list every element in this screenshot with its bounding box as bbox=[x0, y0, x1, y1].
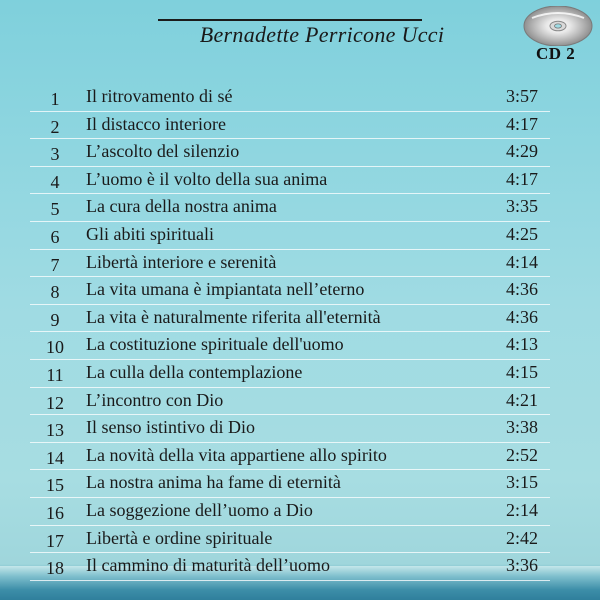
track-row bbox=[30, 415, 550, 443]
track-duration: 4:17 bbox=[505, 113, 538, 134]
track-row bbox=[30, 112, 550, 140]
header-rule bbox=[158, 19, 422, 21]
track-row bbox=[30, 360, 550, 388]
track-number: 18 bbox=[46, 558, 64, 579]
track-title: La culla della contemplazione bbox=[86, 361, 303, 382]
track-row bbox=[30, 443, 550, 471]
track-duration: 3:15 bbox=[505, 472, 538, 493]
track-duration: 4:21 bbox=[505, 389, 538, 410]
track-duration: 3:36 bbox=[505, 555, 538, 576]
track-duration: 4:17 bbox=[505, 168, 538, 189]
track-row bbox=[30, 470, 550, 498]
track-row bbox=[30, 277, 550, 305]
track-row bbox=[30, 498, 550, 526]
track-number: 15 bbox=[46, 475, 64, 496]
track-row bbox=[30, 332, 550, 360]
track-title: L’ascolto del silenzio bbox=[86, 141, 240, 162]
track-number: 2 bbox=[50, 116, 60, 137]
track-duration: 3:57 bbox=[505, 86, 538, 106]
track-number: 9 bbox=[50, 309, 60, 330]
track-duration: 4:36 bbox=[505, 306, 538, 327]
track-duration: 4:14 bbox=[505, 251, 538, 272]
track-number: 12 bbox=[46, 392, 64, 413]
track-title: La nostra anima ha fame di eternità bbox=[86, 472, 341, 493]
track-row bbox=[30, 139, 550, 167]
track-row bbox=[30, 222, 550, 250]
track-number: 14 bbox=[46, 447, 64, 468]
track-row bbox=[30, 526, 550, 554]
track-number: 6 bbox=[50, 226, 60, 247]
track-number: 11 bbox=[46, 364, 64, 385]
track-duration: 2:52 bbox=[505, 444, 538, 465]
track-number: 7 bbox=[50, 254, 60, 275]
track-number: 3 bbox=[50, 144, 60, 165]
track-duration: 4:36 bbox=[505, 279, 538, 300]
track-row bbox=[30, 305, 550, 333]
track-title: La costituzione spirituale dell'uomo bbox=[86, 334, 344, 355]
track-title: La cura della nostra anima bbox=[86, 196, 277, 217]
track-title: Libertà interiore e serenità bbox=[86, 251, 277, 272]
track-title: Il ritrovamento di sé bbox=[86, 86, 233, 106]
track-number: 8 bbox=[50, 282, 60, 303]
track-duration: 3:35 bbox=[505, 196, 538, 217]
track-title: La soggezione dell’uomo a Dio bbox=[86, 499, 313, 520]
track-number: 1 bbox=[50, 89, 60, 109]
track-title: L’uomo è il volto della sua anima bbox=[86, 168, 328, 189]
track-title: La vita è naturalmente riferita all'eternità bbox=[86, 306, 381, 327]
track-number: 4 bbox=[50, 171, 60, 192]
track-number: 10 bbox=[46, 337, 64, 358]
disc-label: CD 2 bbox=[536, 44, 576, 63]
track-duration: 4:29 bbox=[505, 141, 538, 162]
track-number: 5 bbox=[50, 199, 60, 220]
track-title: La vita umana è impiantata nell’eterno bbox=[86, 279, 365, 300]
track-duration: 4:25 bbox=[505, 223, 538, 244]
track-number: 13 bbox=[46, 420, 64, 441]
track-duration: 2:14 bbox=[505, 499, 538, 520]
track-row bbox=[30, 84, 550, 112]
track-title: La novità della vita appartiene allo spirito bbox=[86, 444, 387, 465]
track-title: Il senso istintivo di Dio bbox=[86, 417, 256, 438]
track-list bbox=[30, 84, 550, 581]
track-number: 17 bbox=[46, 530, 64, 551]
track-row bbox=[30, 250, 550, 278]
track-title: Il distacco interiore bbox=[86, 113, 226, 134]
track-title: Libertà e ordine spirituale bbox=[86, 527, 273, 548]
track-row bbox=[30, 194, 550, 222]
track-row bbox=[30, 167, 550, 195]
track-duration: 4:15 bbox=[505, 361, 538, 382]
track-title: Il cammino di maturità dell’uomo bbox=[86, 555, 330, 576]
track-title: L’incontro con Dio bbox=[86, 389, 224, 410]
track-row bbox=[30, 553, 550, 581]
track-row bbox=[30, 388, 550, 416]
track-duration: 2:42 bbox=[505, 527, 538, 548]
track-number: 16 bbox=[46, 502, 64, 523]
cd-icon bbox=[522, 6, 594, 46]
track-title: Gli abiti spirituali bbox=[86, 223, 214, 244]
artist-name: Bernadette Perricone Ucci bbox=[199, 22, 445, 47]
track-duration: 4:13 bbox=[505, 334, 538, 355]
track-duration: 3:38 bbox=[505, 417, 538, 438]
